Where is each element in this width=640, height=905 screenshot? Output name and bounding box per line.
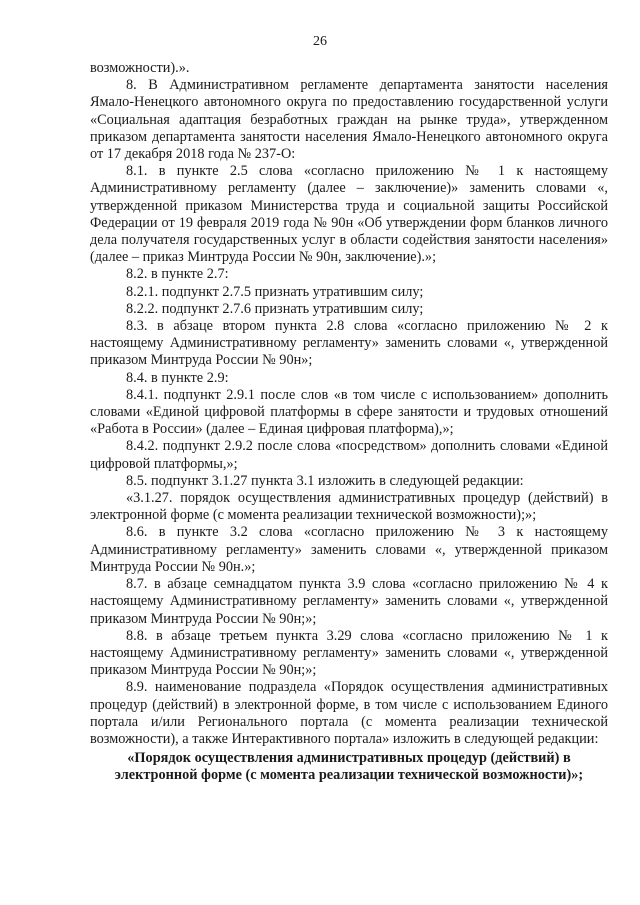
paragraph: 8.4.2. подпункт 2.9.2 после слова «посредством» дополнить словами «Единой цифровой платформы,»;	[90, 438, 608, 472]
document-body	[90, 60, 608, 785]
paragraph: «3.1.27. порядок осуществления административных процедур (действий) в электронной форме (с момента реализации технической возможности);»;	[90, 490, 608, 524]
paragraph: 8.2.1. подпункт 2.7.5 признать утратившим силу;	[126, 283, 424, 300]
paragraph: 8.3. в абзаце втором пункта 2.8 слова «согласно приложению № 2 к настоящему Административному регламенту» заменить словами «, утвержденной приказом Минтруда России № 90н»;	[90, 318, 608, 369]
paragraph: 8.6. в пункте 3.2 слова «согласно приложению № 3 к настоящему Административному регламенту» заменить словами «, утвержденной приказом Минтруда России № 90н.»;	[90, 524, 608, 575]
paragraph: возможности).».	[90, 60, 190, 76]
paragraph: 8. В Административном регламенте департамента занятости населения Ямало-Ненецкого автономного округа по предоставлению государственной услуги «Социальная адаптация безработных граждан на рынке труда», утвержденном приказом департамента занятости населения Ямало-Ненецкого автономного округа от 17 декабря 2018 года № 237-О:	[90, 77, 608, 163]
paragraph: 8.2.2. подпункт 2.7.6 признать утратившим силу;	[126, 300, 424, 317]
bold-heading: «Порядок осуществления административных процедур (действий) в электронной форме (с момента реализации технической возможности)»;	[114, 750, 584, 784]
paragraph: 8.4.1. подпункт 2.9.1 после слов «в том числе с использованием» дополнить словами «Единой цифровой платформы в сфере занятости и трудовых отношений «Работа в России» (далее – Единая цифровая платформа),»;	[90, 386, 608, 438]
paragraph: 8.1. в пункте 2.5 слова «согласно приложению № 1 к настоящему Административному регламенту (далее – заключение)» заменить словами «, утвержденной приказом Министерства труда и социальной защиты Российской Федерации от 19 февраля 2019 года № 90н «Об утверждении форм бланков личного дела получателя государственных услуг в области содействия занятости населения» (далее – приказ Минтруда России № 90н, заключение).»;	[90, 163, 608, 266]
paragraph: 8.8. в абзаце третьем пункта 3.29 слова «согласно приложению № 1 к настоящему Административному регламенту» заменить словами «, утвержденной приказом Минтруда России № 90н;»;	[90, 627, 608, 679]
page-number: 26	[313, 34, 327, 49]
paragraph: 8.9. наименование подраздела «Порядок осуществления административных процедур (действий) в электронной форме, в том числе с использованием Единого портала и/или Регионального портала (с момента реализации технической возможности), а также Интерактивного портала» изложить в следующей редакции:	[90, 679, 608, 747]
paragraph: 8.7. в абзаце семнадцатом пункта 3.9 слова «согласно приложению № 4 к настоящему Административному регламенту» заменить словами «, утвержденной приказом Минтруда России № 90н;»;	[90, 576, 608, 627]
paragraph: 8.2. в пункте 2.7:	[126, 266, 229, 283]
paragraph: 8.4. в пункте 2.9:	[126, 369, 229, 386]
paragraph: 8.5. подпункт 3.1.27 пункта 3.1 изложить в следующей редакции:	[126, 472, 524, 489]
